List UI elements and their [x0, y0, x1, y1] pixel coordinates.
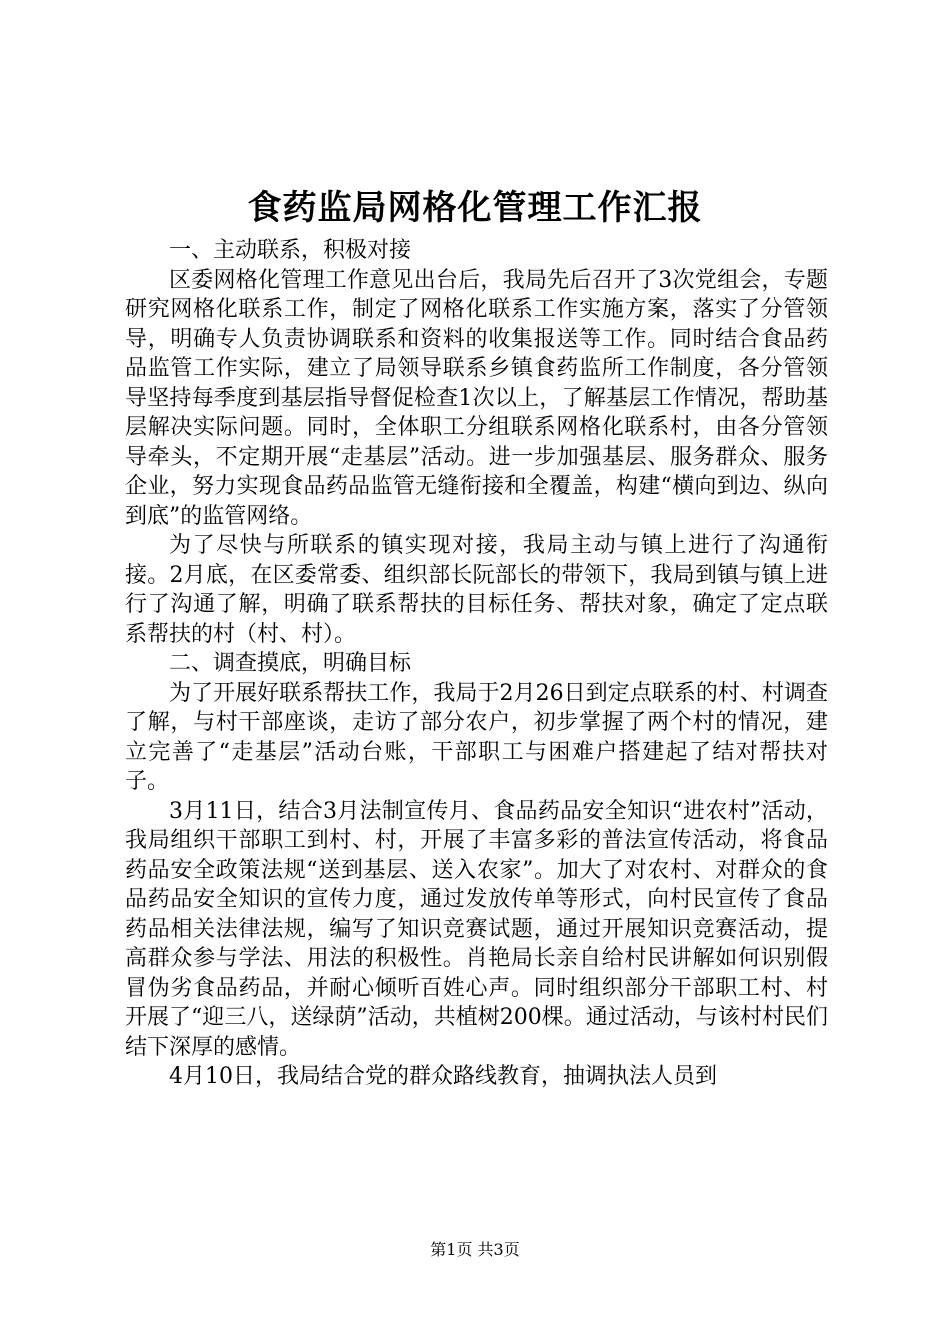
body-paragraph: 区委网格化管理工作意见出台后，我局先后召开了3次党组会，专题研究网格化联系工作，制定了网格化联系工作实施方案，落实了分管领导，明确专人负责协调联系和资料的收集报送等工作。同时结合食品药品监管工作实际，建立了局领导联系乡镇食药监所工作制度，各分管领导坚持每季度到基层指导督促检查1次以上，了解基层工作情况，帮助基层解决实际问题。同时，全体职工分组联系网格化联系村，由各分管领导牵头，不定期开展“走基层”活动。进一步加强基层、服务群众、服务企业，努力实现食品药品监管无缝衔接和全覆盖，构建“横向到边、纵向到底”的监管网络。	[125, 267, 828, 529]
section-heading: 二、调查摸底，明确目标	[169, 651, 412, 676]
document-title: 食药监局网格化管理工作汇报	[247, 188, 703, 228]
section-heading: 一、主动联系，积极对接	[169, 238, 412, 263]
document-body	[125, 236, 828, 1092]
body-paragraph: 为了尽快与所联系的镇实现对接，我局主动与镇上进行了沟通衔接。2月底，在区委常委、组织部长阮部长的带领下，我局到镇与镇上进行了沟通了解，明确了联系帮扶的目标任务、帮扶对象，确定了定点联系帮扶的村（村、村）。	[125, 533, 828, 647]
body-paragraph: 为了开展好联系帮扶工作，我局于2月26日到定点联系的村、村调查了解，与村干部座谈，走访了部分农户，初步掌握了两个村的情况，建立完善了“走基层”活动台账，干部职工与困难户搭建起了结对帮扶对子。	[125, 680, 828, 794]
body-paragraph: 3月11日，结合3月法制宣传月、食品药品安全知识“进农村”活动，我局组织干部职工到村、村，开展了丰富多彩的普法宣传活动，将食品药品安全政策法规“送到基层、送入农家”。加大了对农村、对群众的食品药品安全知识的宣传力度，通过发放传单等形式，向村民宣传了食品药品相关法律法规，编写了知识竞赛试题，通过开展知识竞赛活动，提高群众参与学法、用法的积极性。肖艳局长亲自给村民讲解如何识别假冒伪劣食品药品，并耐心倾听百姓心声。同时组织部分干部职工村、村开展了“迎三八，送绿荫”活动，共植树200棵。通过活动，与该村村民们结下深厚的感情。	[125, 798, 828, 1060]
page-number-footer: 第1页 共3页	[430, 1240, 520, 1259]
body-paragraph: 4月10日，我局结合党的群众路线教育，抽调执法人员到	[169, 1064, 717, 1089]
